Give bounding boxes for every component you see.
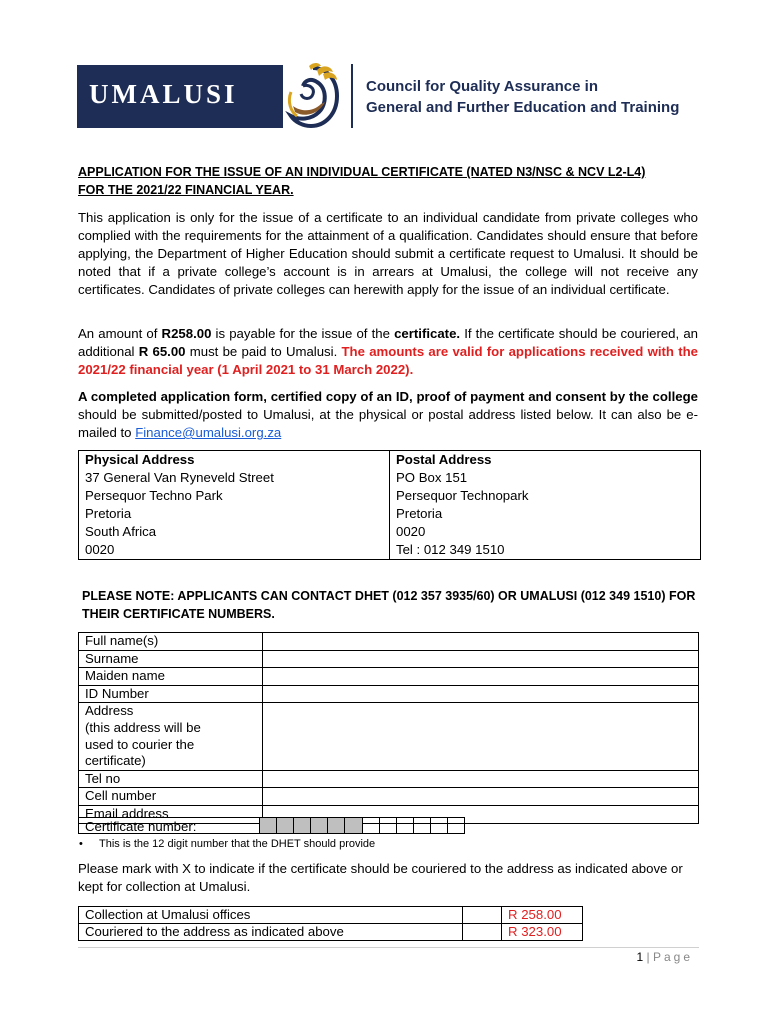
fee-text-1: An amount of (78, 326, 162, 341)
bullet-icon: • (79, 838, 83, 850)
certificate-digit-box[interactable] (447, 817, 465, 834)
umalusi-logo-text: UMALUSI (89, 79, 238, 109)
postal-address-cell (390, 451, 700, 559)
form-input-id-number[interactable] (263, 685, 699, 703)
address-note-line: certificate) (85, 753, 146, 769)
certificate-digit-box[interactable] (362, 817, 380, 834)
delivery-option-collection: Collection at Umalusi offices (79, 907, 463, 924)
certificate-digit-box[interactable] (379, 817, 397, 834)
form-row (79, 685, 699, 703)
applicant-form-table (78, 632, 699, 824)
document-title (78, 163, 698, 199)
council-name (366, 76, 679, 118)
delivery-options-table (78, 906, 583, 941)
postal-address-heading: Postal Address (396, 452, 492, 467)
form-row (79, 703, 699, 770)
fee-text-2: is payable for the issue of the (211, 326, 395, 341)
form-row (79, 650, 699, 668)
form-input-surname[interactable] (263, 650, 699, 668)
address-note-line: (this address will be (85, 719, 201, 735)
form-label-certificate-number: Certificate number: (78, 817, 261, 834)
postal-address-line: 0020 (396, 524, 426, 539)
footer-separator: | (646, 950, 650, 964)
form-label-cell: Cell number (79, 788, 263, 806)
page-number: 1 (636, 950, 644, 964)
delivery-row (79, 924, 583, 941)
address-table (78, 450, 701, 560)
physical-address-line: South Africa (85, 524, 157, 539)
delivery-price-courier: R 323.00 (502, 924, 583, 941)
footer-divider (78, 947, 699, 948)
certificate-number-boxes (260, 817, 465, 834)
form-label-tel: Tel no (79, 770, 263, 788)
form-label-email: Email address (79, 805, 263, 823)
form-input-tel[interactable] (263, 770, 699, 788)
delivery-price-collection: R 258.00 (502, 907, 583, 924)
physical-address-heading: Physical Address (85, 452, 195, 467)
certificate-number-hint (79, 836, 375, 852)
certificate-number-note: PLEASE NOTE: APPLICANTS CAN CONTACT DHET (012 357 3935/60) OR UMALUSI (012 349 1510) FOR THEIR CERTIFICATE NUMBERS. (82, 589, 696, 621)
fee-paragraph (78, 325, 698, 379)
fee-amount-certificate: R258.00 (161, 326, 212, 341)
postal-address-line: Pretoria (396, 506, 443, 521)
page-footer (636, 950, 693, 964)
certificate-digit-box[interactable] (276, 817, 294, 834)
submission-text: should be submitted/posted to Umalusi, at the physical or postal address listed below. It can also be e-mailed to (78, 407, 698, 440)
postal-address-line: Tel : 012 349 1510 (396, 542, 505, 557)
form-row (79, 668, 699, 686)
form-row (79, 770, 699, 788)
form-input-full-name[interactable] (263, 633, 699, 651)
delivery-mark-collection[interactable] (463, 907, 502, 924)
submission-paragraph (78, 388, 698, 442)
fee-text-4: must be paid to Umalusi. (185, 344, 342, 359)
form-label-surname: Surname (79, 650, 263, 668)
physical-address-line: Persequor Techno Park (85, 488, 223, 503)
form-label-address (79, 703, 263, 770)
certificate-digit-box[interactable] (430, 817, 448, 834)
certificate-digit-box[interactable] (293, 817, 311, 834)
delivery-mark-courier[interactable] (463, 924, 502, 941)
council-line-1: Council for Quality Assurance in (366, 78, 598, 95)
form-row (79, 788, 699, 806)
delivery-instructions: Please mark with X to indicate if the certificate should be couriered to the address as indicated above or kept for collection at Umalusi. (78, 861, 683, 894)
certificate-digit-box[interactable] (396, 817, 414, 834)
address-note-line: used to courier the (85, 736, 195, 752)
page-word: Page (652, 950, 693, 964)
form-label-full-name: Full name(s) (79, 633, 263, 651)
postal-address-line: PO Box 151 (396, 470, 468, 485)
header-divider (351, 64, 353, 128)
certificate-digit-box[interactable] (413, 817, 431, 834)
intro-paragraph: This application is only for the issue of a certificate to an individual candidate from private colleges who complied with the requirements for the attainment of a qualification. Candidates should ensure that before applying, the Department of Higher Education should submit a certificate request to Umalusi. It should be noted that if a private college’s account is in arrears at Umalusi, the college will not receive any certificates. Candidates of private colleges can herewith apply for the issue of an individual certificate. (78, 210, 698, 297)
certificate-digit-box[interactable] (327, 817, 345, 834)
hint-text: This is the 12 digit number that the DHET should provide (99, 838, 376, 850)
form-label-id-number: ID Number (79, 685, 263, 703)
certificate-digit-box[interactable] (259, 817, 277, 834)
postal-address-line: Persequor Technopark (396, 488, 529, 503)
fee-certificate-word: certificate. (394, 326, 461, 341)
title-line-2: FOR THE 2021/22 FINANCIAL YEAR. (78, 183, 294, 197)
certificate-digit-box[interactable] (344, 817, 362, 834)
form-input-cell[interactable] (263, 788, 699, 806)
address-label: Address (85, 703, 134, 719)
physical-address-line: 37 General Van Ryneveld Street (85, 470, 274, 485)
council-line-2: General and Further Education and Training (366, 99, 680, 116)
physical-address-line: 0020 (85, 542, 115, 557)
form-input-maiden-name[interactable] (263, 668, 699, 686)
title-line-1: APPLICATION FOR THE ISSUE OF AN INDIVIDUAL CERTIFICATE (NATED N3/NSC & NCV L2-L4) (78, 165, 646, 179)
form-row (79, 633, 699, 651)
delivery-option-courier: Couriered to the address as indicated above (79, 924, 463, 941)
physical-address-line: Pretoria (85, 506, 132, 521)
submission-requirements: A completed application form, certified copy of an ID, proof of payment and consent by the college (78, 389, 698, 404)
finance-email-link[interactable]: Finance@umalusi.org.za (135, 425, 282, 440)
form-label-maiden-name: Maiden name (79, 668, 263, 686)
form-input-address[interactable] (263, 703, 699, 770)
certificate-digit-box[interactable] (310, 817, 328, 834)
fee-validity-notice: The amounts are valid for applications received with the 2021/22 financial year (1 April 2021 to 31 March 2022). (78, 344, 698, 377)
fee-amount-courier: R 65.00 (138, 344, 186, 359)
physical-address-cell (79, 451, 390, 559)
umalusi-emblem-icon (283, 62, 343, 130)
delivery-row (79, 907, 583, 924)
fee-text-3: If the certificate should be couriered, an additional (78, 326, 698, 359)
